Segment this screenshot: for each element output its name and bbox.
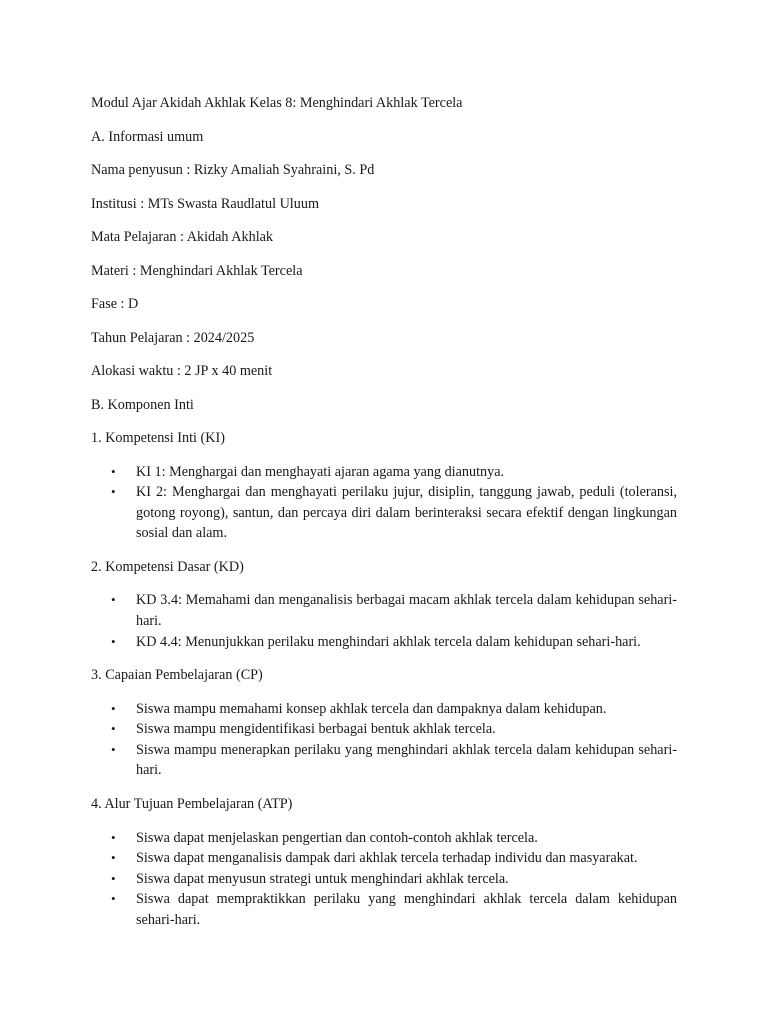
list-item-text: Siswa mampu mengidentifikasi berbagai bentuk akhlak tercela. (136, 721, 496, 738)
list-item-text: Siswa dapat menjelaskan pengertian dan contoh-contoh akhlak tercela. (136, 829, 538, 846)
cp-heading: 3. Capaian Pembelajaran (CP) (91, 667, 263, 684)
bullet-icon: • (111, 721, 116, 737)
list-item (91, 719, 677, 740)
info-materi: Materi : Menghindari Akhlak Tercela (91, 262, 303, 279)
list-item-text: KD 3.4: Memahami dan menganalisis berbagai macam akhlak tercela dalam kehidupan sehari-hari. (136, 592, 677, 629)
section-b-heading: B. Komponen Inti (91, 396, 194, 413)
bullet-icon: • (111, 700, 116, 716)
list-item-text: Siswa mampu memahami konsep akhlak tercela dan dampaknya dalam kehidupan. (136, 700, 607, 717)
bullet-icon: • (111, 850, 116, 866)
ki-heading: 1. Kompetensi Inti (KI) (91, 430, 225, 446)
list-item-text: Siswa dapat menyusun strategi untuk menghindari akhlak tercela. (136, 870, 509, 887)
document-title: Modul Ajar Akidah Akhlak Kelas 8: Menghindari Akhlak Tercela (91, 95, 463, 111)
info-institusi: Institusi : MTs Swasta Raudlatul Uluum (91, 195, 319, 212)
document-page (91, 93, 677, 944)
list-item-text: KD 4.4: Menunjukkan perilaku menghindari akhlak tercela dalam kehidupan sehari-hari. (136, 633, 641, 650)
info-mata-pelajaran: Mata Pelajaran : Akidah Akhlak (91, 229, 274, 245)
bullet-icon: • (111, 633, 116, 649)
list-item (91, 740, 677, 781)
list-item (91, 848, 677, 869)
bullet-icon: • (111, 592, 116, 608)
atp-list (91, 828, 677, 931)
kd-list (91, 590, 677, 652)
bullet-icon: • (111, 870, 116, 886)
info-tahun-pelajaran: Tahun Pelajaran : 2024/2025 (91, 329, 255, 346)
list-item (91, 699, 677, 720)
list-item-text: KI 1: Menghargai dan menghayati ajaran agama yang dianutnya. (136, 463, 505, 480)
list-item (91, 632, 677, 653)
info-alokasi-waktu: Alokasi waktu : 2 JP x 40 menit (91, 363, 273, 379)
list-item-text: Siswa mampu menerapkan perilaku yang menghindari akhlak tercela dalam kehidupan sehari-hari. (136, 741, 677, 779)
kd-heading: 2. Kompetensi Dasar (KD) (91, 558, 244, 575)
list-item (91, 869, 677, 890)
bullet-icon: • (111, 463, 116, 479)
list-item-text: Siswa dapat menganalisis dampak dari akhlak tercela terhadap individu dan masyarakat. (136, 850, 638, 867)
list-item (91, 462, 677, 483)
list-item-text: KI 2: Menghargai dan menghayati perilaku jujur, disiplin, tanggung jawab, peduli (toleransi, gotong royong), santun, dan percaya diri dalam berinteraksi secara efektif dengan lingkungan sosial dan alam. (136, 484, 677, 542)
list-item (91, 482, 677, 544)
info-penyusun: Nama penyusun : Rizky Amaliah Syahraini, S. Pd (91, 162, 375, 178)
bullet-icon: • (111, 741, 116, 757)
bullet-icon: • (111, 829, 116, 845)
bullet-icon: • (111, 891, 116, 907)
list-item (91, 889, 677, 930)
cp-list (91, 699, 677, 781)
info-fase: Fase : D (91, 296, 139, 312)
ki-list (91, 462, 677, 544)
list-item (91, 590, 677, 631)
list-item-text: Siswa dapat mempraktikkan perilaku yang menghindari akhlak tercela dalam kehidupan sehari-hari. (136, 891, 677, 928)
list-item (91, 828, 677, 849)
atp-heading: 4. Alur Tujuan Pembelajaran (ATP) (91, 796, 293, 813)
bullet-icon: • (111, 484, 116, 500)
section-a-heading: A. Informasi umum (91, 128, 204, 145)
